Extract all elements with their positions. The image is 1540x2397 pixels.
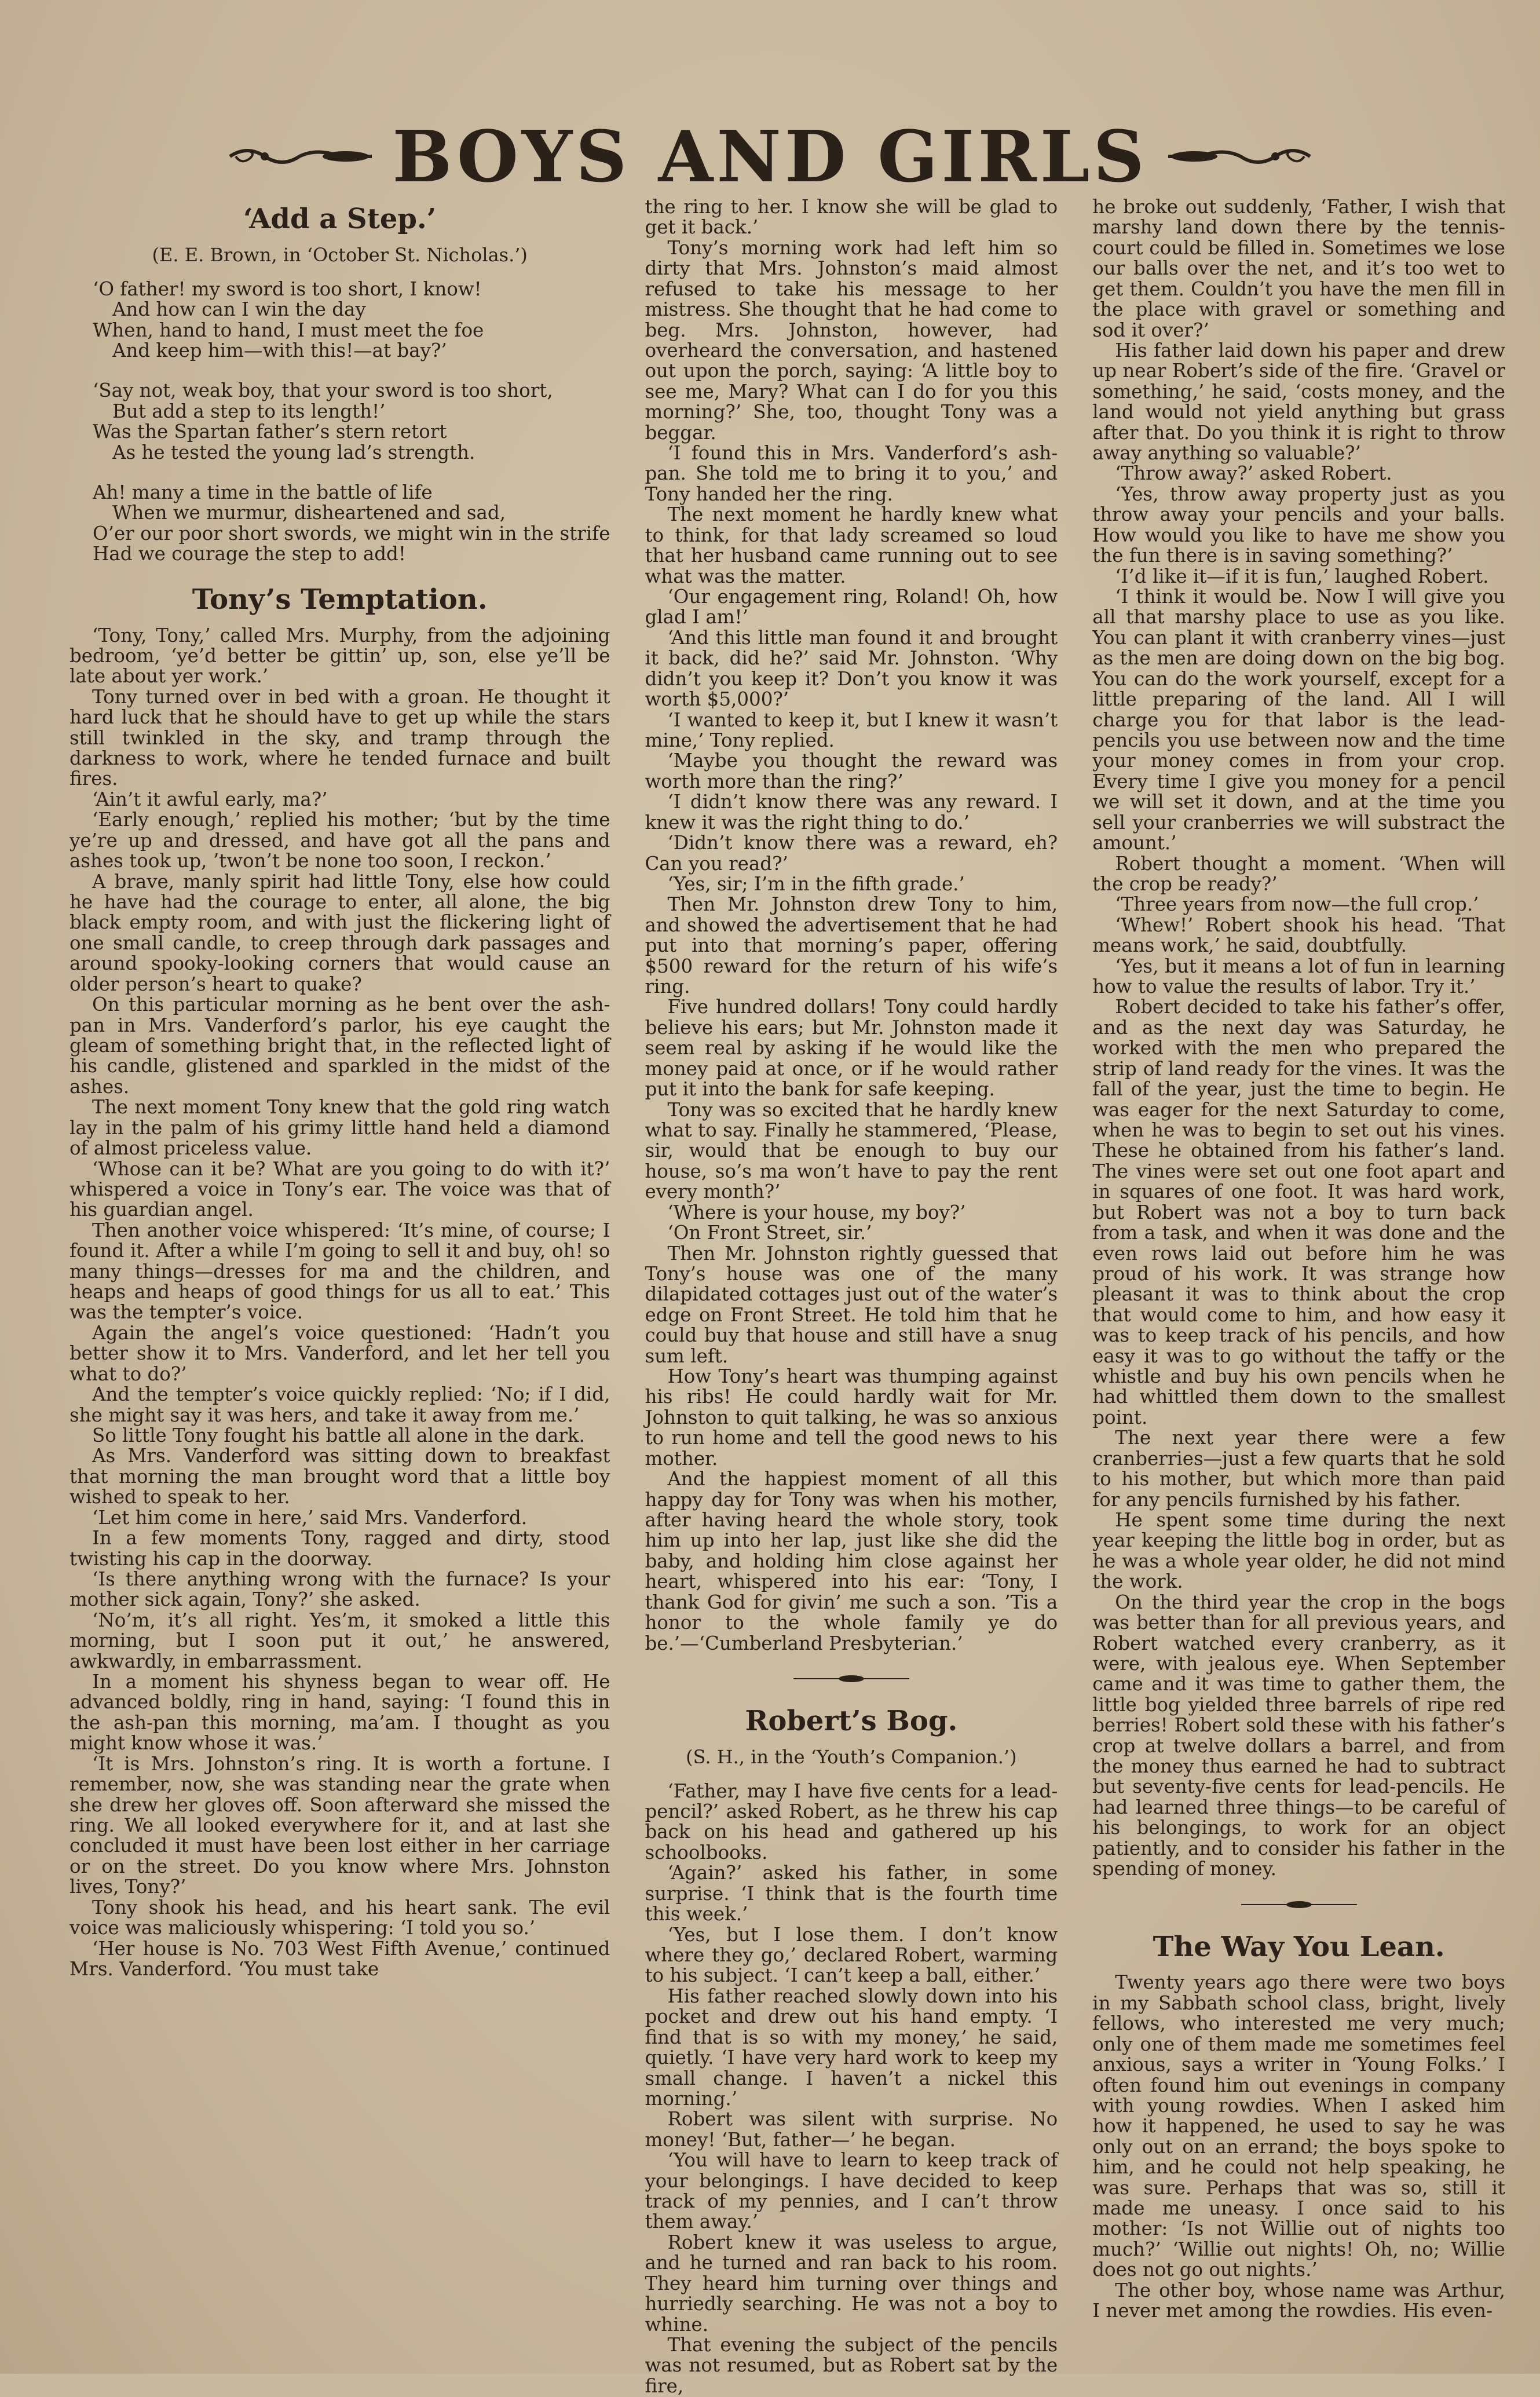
paragraph: ‘Yes, sir; I’m in the fifth grade.’ bbox=[667, 872, 965, 895]
stanza bbox=[93, 483, 610, 565]
paragraph: ‘Yes, but I lose them. I don’t know where they go,’ declared Robert, warming to his subject. ‘I can’t keep a ball, either.’ bbox=[645, 1923, 1058, 1987]
article-body bbox=[645, 1781, 1058, 2397]
paragraph: ‘Her house is No. 703 West Fifth Avenue,’ continued Mrs. Vanderford. ‘You must take bbox=[69, 1937, 610, 1980]
paragraph: ‘Whew!’ Robert shook his head. ‘That means work,’ he said, doubtfully. bbox=[1092, 914, 1505, 957]
article-columns bbox=[69, 196, 1505, 2397]
paragraph: Five hundred dollars! Tony could hardly believe his ears; but Mr. Johnston made it seem real by asking if he would like the money paid at once, or if he would rather put it into the bank for safe keeping. bbox=[645, 996, 1058, 1101]
paragraph: That evening the subject of the pencils was not resumed, but as Robert sat by the fire, bbox=[645, 2334, 1058, 2397]
paragraph: Tony shook his head, and his heart sank. The evil voice was maliciously whispering: ‘I told you so.’ bbox=[69, 1896, 610, 1939]
article-title-tonys-temptation: Tony’s Temptation. bbox=[192, 583, 488, 616]
paragraph: ‘Throw away?’ asked Robert. bbox=[1115, 462, 1392, 485]
paragraph: And the tempter’s voice quickly replied: ‘No; if I did, she might say it was hers, and take it away from me.’ bbox=[69, 1383, 610, 1426]
section-divider bbox=[1092, 1901, 1505, 1909]
article-title-add-a-step: ‘Add a Step.’ bbox=[243, 203, 437, 235]
paragraph: ‘On Front Street, sir.’ bbox=[667, 1222, 872, 1244]
poem-line: As he tested the young lad’s strength. bbox=[112, 441, 475, 463]
paragraph: ‘Three years from now—the full crop.’ bbox=[1115, 893, 1479, 916]
paragraph: On the third year the crop in the bogs was better than for all previous years, and Robert watched every cranberry, as it were, with jealous eye. When September came and it was time to gather them, the little bog yielded three barrels of ripe red berries! Robert sold these with his father’s crop at twelve dollars a barrel, and from the money thus earned he had to subtract but seventy-five cents for lead-pencils. He had learned three things—to be careful of his belongings, to work for an object patiently, and to consider his father in the spending of money. bbox=[1092, 1591, 1505, 1880]
poem bbox=[93, 279, 610, 565]
paragraph: ‘Early enough,’ replied his mother; ‘but by the time ye’re up and dressed, and have got all the pans and ashes took up, ’twon’t be none too soon, I reckon.’ bbox=[69, 809, 610, 872]
stanza bbox=[93, 381, 610, 463]
paragraph: ‘I wanted to keep it, but I knew it wasn’t mine,’ Tony replied. bbox=[645, 708, 1058, 751]
column-1 bbox=[69, 197, 610, 2351]
paragraph: ‘You will have to learn to keep track of your belongings. I have decided to keep track of my pennies, and I can’t throw them away.’ bbox=[645, 2149, 1058, 2233]
paragraph: Then Mr. Johnston rightly guessed that Tony’s house was one of the many dilapidated cottages just out of the water’s edge on Front Street. He told him that he could buy that house and still have a snug sum left. bbox=[645, 1242, 1058, 1367]
paragraph: A brave, manly spirit had little Tony, else how could he have had the courage to enter, all alone, the big black empty room, and with just the flickering light of one small candle, to creep through dark passages and around spooky-looking corners that would cause an older person’s heart to quake? bbox=[69, 870, 610, 995]
paragraph: His father reached slowly down into his pocket and drew out his hand empty. ‘I find that is so with my money,’ he said, quietly. ‘I have very hard work to keep my small change. I haven’t a nickel this morning.’ bbox=[645, 1985, 1058, 2110]
section-title: BOYS AND GIRLS bbox=[392, 115, 1148, 198]
paragraph: ‘I didn’t know there was any reward. I knew it was the right thing to do.’ bbox=[645, 791, 1058, 834]
paragraph: Robert was silent with surprise. No money! ‘But, father—’ he began. bbox=[645, 2108, 1058, 2151]
paragraph: ‘No’m, it’s all right. Yes’m, it smoked a little this morning, but I soon put it out,’ he answered, awkwardly, in embarrassment. bbox=[69, 1609, 610, 1672]
column-2 bbox=[645, 196, 1058, 2397]
byline: (E. E. Brown, in ‘October St. Nicholas.’) bbox=[152, 243, 528, 266]
paragraph: ‘I’d like it—if it is fun,’ laughed Robert. bbox=[1115, 565, 1489, 587]
paragraph: ‘Tony, Tony,’ called Mrs. Murphy, from the adjoining bedroom, ‘ye’d better be gittin’ up, son, else ye’ll be late about yer work.’ bbox=[69, 624, 610, 688]
paragraph: ‘Where is your house, my boy?’ bbox=[667, 1201, 966, 1223]
paragraph: ‘And this little man found it and brought it back, did he?’ said Mr. Johnston. ‘Why didn’t you keep it? Don’t you know it was worth $5,000?’ bbox=[645, 626, 1058, 711]
paragraph: ‘Again?’ asked his father, in some surprise. ‘I think that is the fourth time this week.’ bbox=[645, 1862, 1058, 1925]
paragraph: He spent some time during the next year keeping the little bog in order, but as he was a whole year older, he did not mind the work. bbox=[1092, 1509, 1505, 1593]
article-body bbox=[645, 197, 1058, 1654]
paragraph: ‘Is there anything wrong with the furnace? Is your mother sick again, Tony?’ she asked. bbox=[69, 1567, 610, 1611]
paragraph: Twenty years ago there were two boys in my Sabbath school class, bright, lively fellows, who interested me very much; only one of them made me sometimes feel anxious, says a writer in ‘Young Folks.’ I often found him out evenings in company with young rowdies. When I asked him how it happened, he used to say he was only out on an errand; the boys spoke to him, and he could not help speaking, he was sure. Perhaps that was so, still it made me uneasy. I once said to his mother: ‘Is not Willie out of nights too much?’ ‘Willie out nights! Oh, no; Willie does not go out nights.’ bbox=[1092, 1971, 1505, 2281]
paragraph: On this particular morning as he bent over the ash-pan in Mrs. Vanderford’s parlor, his eye caught the gleam of something bright that, in the reflected light of his candle, glistened and sparkled in the midst of the ashes. bbox=[69, 993, 610, 1098]
paragraph: ‘Father, may I have five cents for a lead-pencil?’ asked Robert, as he threw his cap back on his head and gathered up his schoolbooks. bbox=[645, 1780, 1058, 1863]
paragraph: Again the angel’s voice questioned: ‘Hadn’t you better show it to Mrs. Vanderford, and let her tell you what to do?’ bbox=[69, 1321, 610, 1385]
byline: (S. H., in the ‘Youth’s Companion.’) bbox=[686, 1745, 1017, 1768]
paragraph: So little Tony fought his battle all alone in the dark. bbox=[92, 1424, 585, 1446]
paragraph: In a moment his shyness began to wear off. He advanced boldly, ring in hand, saying: ‘I found this in the ash-pan this morning, ma’am. I thought as you might know whose it was.’ bbox=[69, 1671, 610, 1755]
poem-line: And how can I win the day bbox=[112, 298, 366, 321]
paragraph: The next moment he hardly knew what to think, for that lady screamed so loud that her husband came running out to see what was the matter. bbox=[645, 503, 1058, 587]
paragraph: Tony was so excited that he hardly knew what to say. Finally he stammered, ‘Please, sir, would that be enough to buy our house, so’s ma won’t have to pay the rent every month?’ bbox=[645, 1098, 1058, 1203]
paragraph: And the happiest moment of all this happy day for Tony was when his mother, after having heard the whole story, took him up into her lap, just like she did the baby, and holding him close against her heart, whispered into his ear: ‘Tony, I thank God for givin’ me such a son. ’Tis a honor to the whole family ye do be.’—‘Cumberland Presbyterian.’ bbox=[645, 1468, 1058, 1654]
paragraph: Then another voice whispered: ‘It’s mine, of course; I found it. After a while I’m going to sell it and buy, oh! so many things—dresses for ma and the children, and heaps and heaps of good things for us all to eat.’ This was the tempter’s voice. bbox=[69, 1219, 610, 1324]
stanza bbox=[93, 279, 610, 361]
paragraph: ‘Let him come in here,’ said Mrs. Vanderford. bbox=[92, 1506, 528, 1529]
paragraph: The next moment Tony knew that the gold ring watch lay in the palm of his grimy little hand held a diamond of almost priceless value. bbox=[69, 1096, 610, 1160]
paragraph: ‘Yes, but it means a lot of fun in learning how to value the results of labor. Try it.’ bbox=[1092, 955, 1505, 998]
paragraph: ‘Whose can it be? What are you going to do with it?’ whispered a voice in Tony’s ear. The voice was that of his guardian angel. bbox=[69, 1157, 610, 1221]
paragraph: the ring to her. I know she will be glad to get it back.’ bbox=[645, 196, 1058, 239]
article-body bbox=[1092, 197, 1505, 1880]
paragraph: The other boy, whose name was Arthur, I never met among the rowdies. His even- bbox=[1092, 2279, 1505, 2322]
poem-line: But add a step to its length!’ bbox=[112, 400, 386, 422]
poem-line: And keep him—with this!—at bay?’ bbox=[112, 339, 447, 361]
paragraph: ‘Our engagement ring, Roland! Oh, how glad I am!’ bbox=[645, 586, 1058, 629]
poem-line: ‘Say not, weak boy, that your sword is too short, bbox=[93, 379, 553, 402]
poem-line: When, hand to hand, I must meet the foe bbox=[93, 319, 484, 341]
right-ornament-icon bbox=[1165, 142, 1316, 171]
paragraph: His father laid down his paper and drew up near Robert’s side of the fire. ‘Gravel or something,’ he said, ‘costs money, and the land would not yield anything but grass after that. Do you think it is right to throw away anything so valuable?’ bbox=[1092, 339, 1505, 465]
paragraph: Robert thought a moment. ‘When will the crop be ready?’ bbox=[1092, 852, 1505, 895]
poem-line: ‘O father! my sword is too short, I know! bbox=[93, 277, 482, 300]
paragraph: Robert decided to take his father’s offer, and as the next day was Saturday, he worked with the men who prepared the strip of land ready for the vines. It was the fall of the year, just the time to begin. He was eager for the next Saturday to come, when he was to begin to set out his vines. These he obtained from his father’s land. The vines were set out one foot apart and in squares of one foot. It was hard work, but Robert was not a boy to turn back from a task, and when it was done and the even rows laid out before him he was proud of his work. It was strange how pleasant it was to think about the crop that would come to him, and how easy it was to keep track of his pencils, and how easy it was to go without the taffy or the whistle and buy his own pencils when he had whittled them down to the smallest point. bbox=[1092, 996, 1505, 1428]
article-body bbox=[69, 626, 610, 1980]
paragraph: ‘Didn’t know there was a reward, eh? Can you read?’ bbox=[645, 832, 1058, 875]
poem-line: When we murmur, disheartened and sad, bbox=[112, 502, 506, 524]
paragraph: he broke out suddenly, ‘Father, I wish that marshy land down there by the tennis-court could be filled in. Sometimes we lose our balls over the net, and it’s too wet to get them. Couldn’t you have the men fill in the place with gravel or something and sod it over?’ bbox=[1092, 196, 1505, 341]
paragraph: ‘Ain’t it awful early, ma?’ bbox=[92, 788, 328, 810]
column-3 bbox=[1092, 197, 1505, 2351]
article-title-roberts-bog: Robert’s Bog. bbox=[745, 1704, 958, 1737]
paragraph: Tony turned over in bed with a groan. He thought it hard luck that he should have to get up while the stars still twinkled in the sky, and tramp through the darkness to work, where he tended furnace and built fires. bbox=[69, 685, 610, 790]
paragraph: ‘Yes, throw away property just as you throw away your pencils and your balls. How would you like to have me show you the fun there is in saving something?’ bbox=[1092, 483, 1505, 567]
paragraph: Robert knew it was useless to argue, and he turned and ran back to his room. They heard him turning over things and hurriedly searching. He was not a boy to whine. bbox=[645, 2231, 1058, 2336]
paragraph: The next year there were a few cranberries—just a few quarts that he sold to his mother, but which more than paid for any pencils furnished by his father. bbox=[1092, 1427, 1505, 1511]
poem-line: Was the Spartan father’s stern retort bbox=[93, 421, 447, 443]
paragraph: ‘I think it would be. Now I will give you all that marshy place to use as you like. You can plant it with cranberry vines—just as the men are doing down on the big bog. You can do the work yourself, except for a little preparing of the land. All I will charge you for that labor is the lead-pencils you use between now and the time your money comes in from your crop. Every time I give you money for a pencil we will set it down, and at the time you sell your cranberries we will substract the amount.’ bbox=[1092, 586, 1505, 854]
paragraph: ‘I found this in Mrs. Vanderford’s ash-pan. She told me to bring it to you,’ and Tony handed her the ring. bbox=[645, 442, 1058, 505]
paragraph: ‘Maybe you thought the reward was worth more than the ring?’ bbox=[645, 750, 1058, 792]
poem-line: Had we courage the step to add! bbox=[93, 543, 406, 565]
masthead bbox=[0, 116, 1540, 197]
paragraph: How Tony’s heart was thumping against his ribs! He could hardly wait for Mr. Johnston to quit talking, he was so anxious to run home and tell the good news to his mother. bbox=[645, 1365, 1058, 1470]
paragraph: Tony’s morning work had left him so dirty that Mrs. Johnston’s maid almost refused to take his message to her mistress. She thought that he had come to beg. Mrs. Johnston, however, had overheard the conversation, and hastened out upon the porch, saying: ‘A little boy to see me, Mary? What can I do for you this morning?’ She, too, thought Tony was a beggar. bbox=[645, 236, 1058, 444]
paragraph: ‘It is Mrs. Johnston’s ring. It is worth a fortune. I remember, now, she was standing near the grate when she drew her gloves off. Soon afterward she missed the ring. We all looked everywhere for it, and at last she concluded it must have been lost either in her carriage or on the street. Do you know where Mrs. Johnston lives, Tony?’ bbox=[69, 1752, 610, 1898]
section-divider bbox=[645, 1675, 1058, 1683]
paragraph: Then Mr. Johnston drew Tony to him, and showed the advertisement that he had put into that morning’s paper, offering $500 reward for the return of his wife’s ring. bbox=[645, 893, 1058, 998]
paragraph: In a few moments Tony, ragged and dirty, stood twisting his cap in the doorway. bbox=[69, 1527, 610, 1570]
poem-line: O’er our poor short swords, we might win in the strife bbox=[93, 522, 610, 545]
article-body bbox=[1092, 1972, 1505, 2321]
left-ornament-icon bbox=[224, 142, 375, 171]
article-title-the-way-you-lean: The Way You Lean. bbox=[1153, 1930, 1445, 1963]
poem-line: Ah! many a time in the battle of life bbox=[93, 481, 433, 504]
paragraph: As Mrs. Vanderford was sitting down to breakfast that morning the man brought word that a little boy wished to speak to her. bbox=[69, 1445, 610, 1508]
